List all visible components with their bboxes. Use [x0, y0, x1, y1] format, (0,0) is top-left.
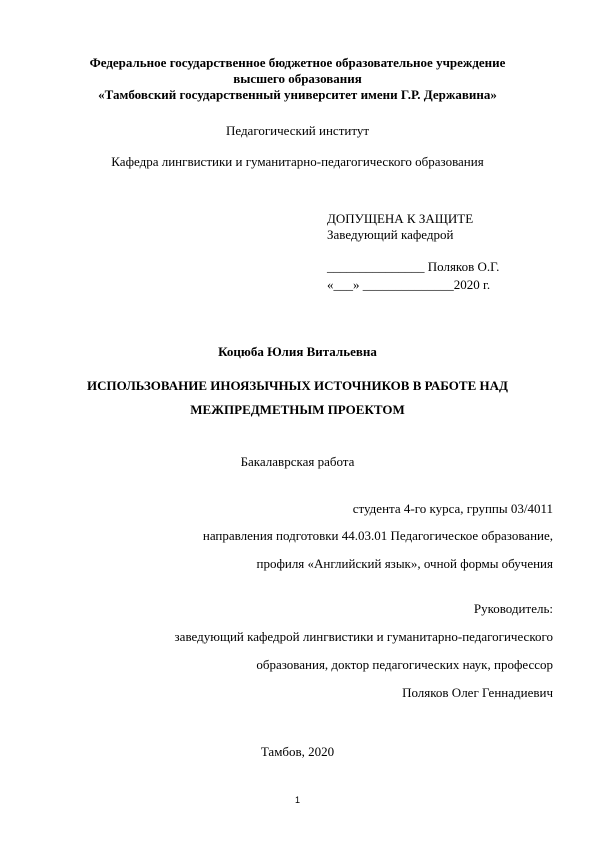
work-type: Бакалаврская работа [240, 454, 355, 469]
student-line-1: студента 4-го курса, группы 03/4011 [352, 501, 553, 516]
header-line-3: «Тамбовский государственный университет имени Г.Р. Державина» [98, 87, 497, 102]
city-year: Тамбов, 2020 [260, 744, 335, 759]
supervisor-label: Руководитель: [473, 601, 553, 616]
department: Кафедра лингвистики и гуманитарно-педагогического образования [111, 154, 484, 169]
page-number: 1 [294, 795, 300, 805]
head-of-department: Заведующий кафедрой [327, 227, 454, 242]
supervisor-line-2: образования, доктор педагогических наук, профессор [256, 657, 553, 672]
student-line-3: профиля «Английский язык», очной формы обучения [256, 556, 553, 571]
header-line-1: Федеральное государственное бюджетное образовательное учреждение [89, 55, 506, 70]
supervisor-line-1: заведующий кафедрой лингвистики и гуманитарно-педагогического [174, 629, 553, 644]
student-line-2: направления подготовки 44.03.01 Педагогическое образование, [202, 528, 553, 543]
header-line-2: высшего образования [233, 71, 362, 86]
admitted-to-defense: ДОПУЩЕНА К ЗАЩИТЕ [327, 211, 474, 226]
thesis-title-line-2: МЕЖПРЕДМЕТНЫМ ПРОЕКТОМ [190, 402, 405, 417]
thesis-title-line-1: ИСПОЛЬЗОВАНИЕ ИНОЯЗЫЧНЫХ ИСТОЧНИКОВ В РАБОТЕ НАД [87, 378, 508, 393]
supervisor-name: Поляков Олег Геннадиевич [402, 685, 553, 700]
date-line: «___» ______________2020 г. [327, 277, 491, 292]
author-name: Коцюба Юлия Витальевна [218, 344, 377, 359]
signature-line: _______________ Поляков О.Г. [327, 259, 500, 274]
institute: Педагогический институт [225, 123, 370, 138]
